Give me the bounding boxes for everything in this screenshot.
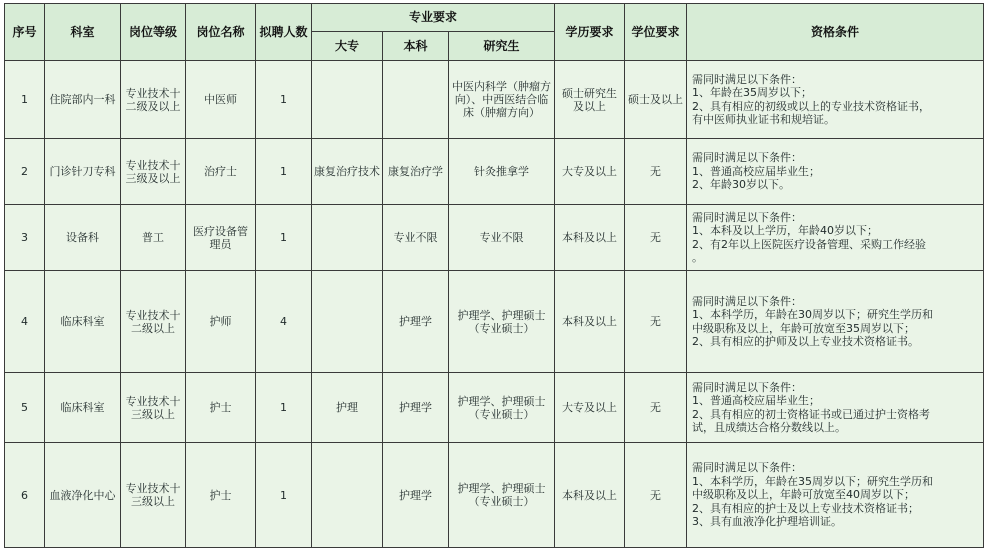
header-qualification: 资格条件	[687, 4, 984, 61]
cell-dept: 设备科	[45, 205, 121, 271]
qualification-line: 试，且成绩达合格分数线以上。	[692, 421, 846, 434]
cell-post: 护师	[186, 271, 256, 373]
qualification-line: 2、具有相应的初士资格证书或已通过护士资格考	[692, 407, 930, 421]
cell-graduate: 护理学、护理硕士（专业硕士）	[449, 443, 555, 548]
cell-dept: 临床科室	[45, 271, 121, 373]
header-education: 学历要求	[555, 4, 625, 61]
cell-benke: 康复治疗学	[383, 139, 449, 205]
header-count: 拟聘人数	[256, 4, 312, 61]
cell-qualification	[687, 373, 984, 443]
qualification-line: 2、有2年以上医院医疗设备管理、采购工作经验	[692, 237, 926, 251]
cell-seq: 2	[5, 139, 45, 205]
cell-count: 1	[256, 443, 312, 548]
cell-dazhuan: 护理	[312, 373, 383, 443]
cell-count: 1	[256, 205, 312, 271]
qualification-line: 需同时满足以下条件：	[692, 151, 802, 165]
qualification-line: 3、具有血液净化护理培训证。	[692, 515, 842, 529]
cell-dazhuan	[312, 205, 383, 271]
cell-graduate: 专业不限	[449, 205, 555, 271]
cell-dazhuan	[312, 443, 383, 548]
cell-level: 专业技术十二级以上	[121, 271, 186, 373]
qualification-line: 有中医师执业证书和规培证。	[692, 113, 835, 126]
cell-post: 医疗设备管理员	[186, 205, 256, 271]
header-graduate: 研究生	[449, 32, 555, 61]
cell-education: 本科及以上	[555, 205, 625, 271]
qualification-line: 2、年龄30岁以下。	[692, 178, 790, 192]
cell-dept: 门诊针刀专科	[45, 139, 121, 205]
cell-education: 硕士研究生及以上	[555, 61, 625, 139]
cell-level: 专业技术十三级及以上	[121, 139, 186, 205]
cell-degree: 无	[625, 205, 687, 271]
cell-graduate: 针灸推拿学	[449, 139, 555, 205]
qualification-line: 1、普通高校应届毕业生；	[692, 394, 820, 407]
cell-dazhuan: 康复治疗技术	[312, 139, 383, 205]
table-row	[5, 205, 984, 271]
cell-degree: 无	[625, 373, 687, 443]
cell-qualification	[687, 139, 984, 205]
cell-post: 治疗士	[186, 139, 256, 205]
qualification-line: 中级职称及以上，年龄可放宽至40周岁以下；	[692, 488, 915, 502]
cell-count: 1	[256, 139, 312, 205]
header-post: 岗位名称	[186, 4, 256, 61]
cell-level: 专业技术十三级以上	[121, 373, 186, 443]
table-row	[5, 139, 984, 205]
qualification-line: 需同时满足以下条件：	[692, 294, 802, 308]
header-dazhuan: 大专	[312, 32, 383, 61]
cell-degree: 无	[625, 443, 687, 548]
qualification-line: 需同时满足以下条件：	[692, 210, 802, 224]
cell-post: 中医师	[186, 61, 256, 139]
header-major-group: 专业要求	[312, 4, 555, 32]
cell-benke: 护理学	[383, 373, 449, 443]
qualification-line: 1、普通高校应届毕业生；	[692, 164, 820, 178]
header-degree: 学位要求	[625, 4, 687, 61]
qualification-line: 1、本科学历，年龄在35周岁以下；研究生学历和	[692, 474, 933, 488]
header-benke: 本科	[383, 32, 449, 61]
cell-count: 4	[256, 271, 312, 373]
cell-graduate: 中医内科学（肿瘤方向）、中西医结合临床（肿瘤方向）	[449, 61, 555, 139]
cell-degree: 无	[625, 271, 687, 373]
cell-education: 大专及以上	[555, 139, 625, 205]
cell-post: 护士	[186, 373, 256, 443]
table-row	[5, 61, 984, 139]
cell-count: 1	[256, 373, 312, 443]
qualification-line: 1、本科及以上学历，年龄40岁以下；	[692, 224, 878, 237]
cell-dazhuan	[312, 61, 383, 139]
cell-level: 专业技术十三级以上	[121, 443, 186, 548]
cell-degree: 硕士及以上	[625, 61, 687, 139]
cell-graduate: 护理学、护理硕士（专业硕士）	[449, 271, 555, 373]
cell-level: 专业技术十二级及以上	[121, 61, 186, 139]
qualification-line: 需同时满足以下条件：	[692, 380, 802, 394]
cell-benke: 专业不限	[383, 205, 449, 271]
cell-qualification	[687, 61, 984, 139]
cell-seq: 3	[5, 205, 45, 271]
cell-dept: 临床科室	[45, 373, 121, 443]
cell-dept: 血液净化中心	[45, 443, 121, 548]
qualification-line: 2、具有相应的初级或以上的专业技术资格证书，	[692, 99, 930, 113]
cell-seq: 1	[5, 61, 45, 139]
cell-qualification	[687, 443, 984, 548]
cell-post: 护士	[186, 443, 256, 548]
cell-level: 普工	[121, 205, 186, 271]
header-seq: 序号	[5, 4, 45, 61]
qualification-line: 2、具有相应的护士及以上专业技术资格证书；	[692, 501, 919, 515]
qualification-line: 需同时满足以下条件：	[692, 461, 802, 475]
cell-qualification	[687, 205, 984, 271]
cell-graduate: 护理学、护理硕士（专业硕士）	[449, 373, 555, 443]
cell-degree: 无	[625, 139, 687, 205]
qualification-line: 中级职称及以上，年龄可放宽至35周岁以下；	[692, 321, 915, 335]
cell-dazhuan	[312, 271, 383, 373]
cell-education: 大专及以上	[555, 373, 625, 443]
recruitment-table	[4, 3, 984, 548]
cell-education: 本科及以上	[555, 271, 625, 373]
cell-benke	[383, 61, 449, 139]
cell-qualification	[687, 271, 984, 373]
cell-seq: 4	[5, 271, 45, 373]
qualification-line: 1、本科学历，年龄在30周岁以下；研究生学历和	[692, 308, 933, 321]
qualification-line: 。	[692, 251, 703, 264]
table-row	[5, 373, 984, 443]
header-level: 岗位等级	[121, 4, 186, 61]
cell-seq: 5	[5, 373, 45, 443]
cell-seq: 6	[5, 443, 45, 548]
qualification-line: 1、年龄在35周岁以下；	[692, 86, 812, 99]
cell-education: 本科及以上	[555, 443, 625, 548]
header-dept: 科室	[45, 4, 121, 61]
table-row	[5, 271, 984, 373]
qualification-line: 需同时满足以下条件：	[692, 72, 802, 86]
cell-benke: 护理学	[383, 443, 449, 548]
cell-count: 1	[256, 61, 312, 139]
table-row	[5, 443, 984, 548]
qualification-line: 2、具有相应的护师及以上专业技术资格证书。	[692, 335, 919, 348]
cell-dept: 住院部内一科	[45, 61, 121, 139]
cell-benke: 护理学	[383, 271, 449, 373]
